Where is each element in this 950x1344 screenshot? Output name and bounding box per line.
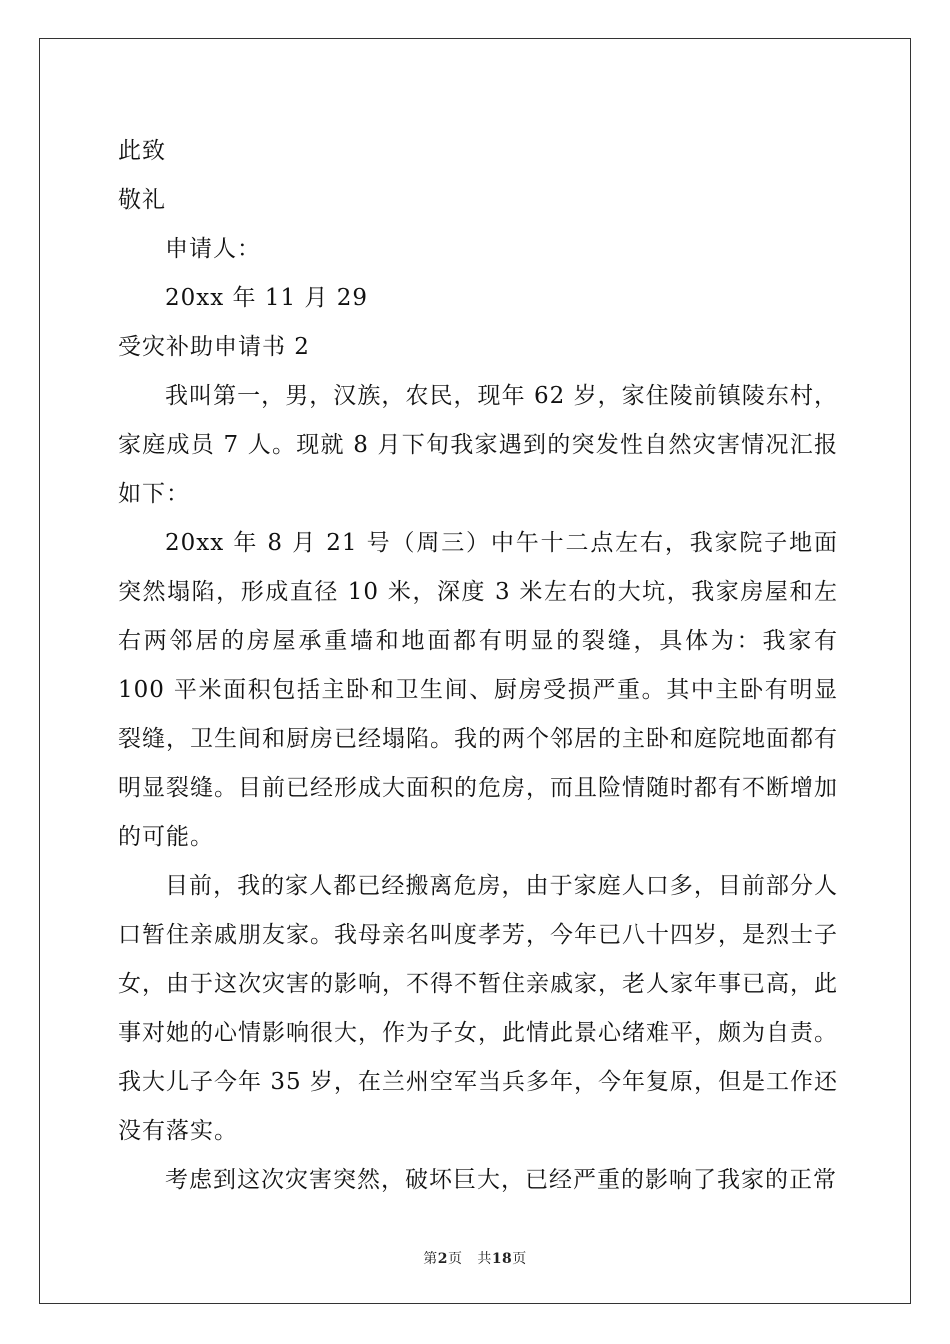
page-prefix: 第 bbox=[423, 1251, 438, 1267]
page-number: 2 bbox=[437, 1251, 448, 1267]
total-prefix: 共 bbox=[477, 1251, 492, 1267]
total-suffix: 页 bbox=[512, 1251, 527, 1267]
application-date: 20xx 年 11 月 29 bbox=[165, 285, 368, 311]
salute-line: 敬礼 bbox=[118, 187, 166, 213]
paragraph-family-situation: 目前，我的家人都已经搬离危房，由于家庭人口多，目前部分人口暂住亲戚朋友家。我母亲名叫度孝芳，今年已八十四岁，是烈士子女，由于这次灾害的影响，不得不暂住亲戚家，老人家年事已高，此事对她的心情影响很大，作为子女，此情此景心绪难平，颇为自责。我大儿子今年 35 岁，在兰州空军当兵多年，今年复原，但是工作还没有落实。 bbox=[118, 873, 838, 1144]
page-suffix: 页 bbox=[447, 1251, 463, 1267]
paragraph-consideration: 考虑到这次灾害突然，破坏巨大，已经严重的影响了我家的正常 bbox=[165, 1167, 837, 1193]
paragraph-intro: 我叫第一，男，汉族，农民，现年 62 岁，家住陵前镇陵东村，家庭成员 7 人。现就 8 月下旬我家遇到的突发性自然灾害情况汇报如下： bbox=[118, 383, 838, 507]
page-footer bbox=[0, 1248, 950, 1268]
closing-line: 此致 bbox=[118, 138, 166, 164]
total-pages: 18 bbox=[491, 1251, 513, 1267]
applicant-label: 申请人： bbox=[165, 236, 261, 262]
section-title: 受灾补助申请书 2 bbox=[118, 334, 310, 360]
document-body bbox=[118, 127, 838, 1205]
paragraph-disaster-details: 20xx 年 8 月 21 号（周三）中午十二点左右，我家院子地面突然塌陷，形成直径 10 米，深度 3 米左右的大坑，我家房屋和左右两邻居的房屋承重墙和地面都有明显的裂缝，具体为：我家有 100 平米面积包括主卧和卫生间、厨房受损严重。其中主卧有明显裂缝，卫生间和厨房已经塌陷。我的两个邻居的主卧和庭院地面都有明显裂缝。目前已经形成大面积的危房，而且险情随时都有不断增加的可能。 bbox=[118, 530, 838, 850]
